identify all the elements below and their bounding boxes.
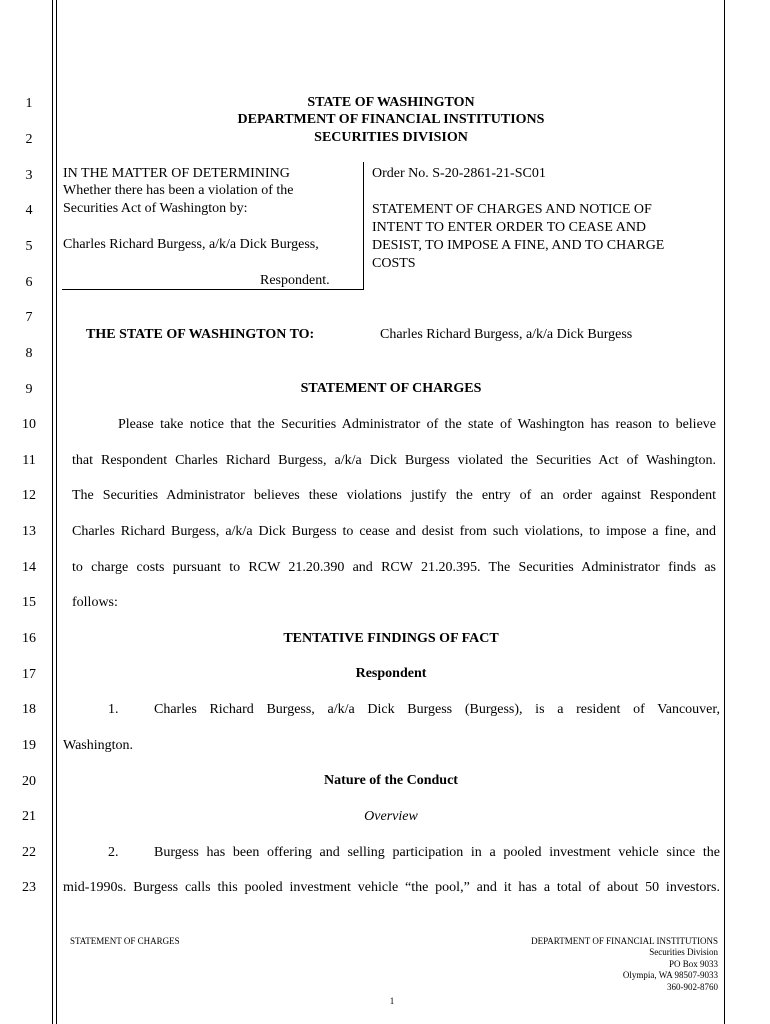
line-number: 10: [22, 417, 36, 432]
line-number: 3: [25, 168, 33, 183]
line-number: 22: [22, 845, 36, 860]
subheading-respondent: Respondent: [355, 666, 427, 681]
addressee-label: THE STATE OF WASHINGTON TO:: [86, 327, 315, 342]
line-number: 1: [25, 96, 33, 111]
finding-number: 1.: [108, 702, 119, 717]
line-number: 9: [25, 382, 33, 397]
paragraph-line: to charge costs pursuant to RCW 21.20.390 and RCW 21.20.395. The Securities Administrator finds as: [72, 560, 716, 575]
line-number: 14: [22, 560, 36, 575]
finding-text: Charles Richard Burgess, a/k/a Dick Burgess (Burgess), is a resident of Vancouver,: [154, 702, 720, 717]
section-heading-statement: STATEMENT OF CHARGES: [300, 381, 482, 396]
line-number: 12: [22, 488, 36, 503]
line-number: 7: [25, 310, 33, 325]
footer-document-name: STATEMENT OF CHARGES: [70, 936, 180, 946]
finding-text: Burgess has been offering and selling participation in a pooled investment vehicle since the: [154, 845, 720, 860]
line-number: 15: [22, 595, 36, 610]
finding-number: 2.: [108, 845, 119, 860]
left-margin-rule-outer: [52, 0, 53, 1024]
paragraph-line: that Respondent Charles Richard Burgess, a/k/a Dick Burgess violated the Securities Act of Washington.: [72, 453, 716, 468]
finding-text: Washington.: [63, 738, 134, 753]
caption-party-name: Charles Richard Burgess, a/k/a Dick Burgess,: [63, 237, 319, 252]
caption-act: Securities Act of Washington by:: [63, 201, 248, 216]
caption-matter: IN THE MATTER OF DETERMINING: [63, 166, 290, 181]
footer-division: Securities Division: [649, 947, 718, 957]
footer-phone: 360-902-8760: [667, 982, 718, 992]
caption-violation: Whether there has been a violation of the: [63, 183, 294, 198]
line-number: 11: [22, 453, 36, 468]
line-number: 20: [22, 774, 36, 789]
paragraph-line: The Securities Administrator believes these violations justify the entry of an order against Respondent: [72, 488, 716, 503]
line-number: 17: [22, 667, 36, 682]
line-number: 6: [25, 275, 33, 290]
section-heading-findings: TENTATIVE FINDINGS OF FACT: [283, 631, 499, 646]
line-number: 21: [22, 809, 36, 824]
document-title-line4: COSTS: [372, 256, 416, 271]
line-number: 4: [25, 203, 33, 218]
finding-text: mid-1990s. Burgess calls this pooled investment vehicle “the pool,” and it has a total of about 50 investors.: [63, 880, 720, 895]
document-title-line2: INTENT TO ENTER ORDER TO CEASE AND: [372, 220, 647, 235]
paragraph-line: Charles Richard Burgess, a/k/a Dick Burgess to cease and desist from such violations, to impose a fine, and: [72, 524, 716, 539]
left-margin-rule-inner: [56, 0, 57, 1024]
caption-divider-horizontal: [62, 289, 364, 290]
line-number: 13: [22, 524, 36, 539]
footer-agency: DEPARTMENT OF FINANCIAL INSTITUTIONS: [531, 936, 718, 946]
line-number: 5: [25, 239, 33, 254]
paragraph-line: Please take notice that the Securities Administrator of the state of Washington has reason to believe: [118, 417, 716, 432]
order-number: Order No. S-20-2861-21-SC01: [372, 166, 546, 181]
subheading-overview: Overview: [364, 809, 418, 824]
caption-divider-vertical: [363, 162, 364, 290]
right-margin-rule: [724, 0, 725, 1024]
heading-state: STATE OF WASHINGTON: [307, 95, 475, 110]
heading-division: SECURITIES DIVISION: [314, 130, 468, 145]
paragraph-line: follows:: [72, 595, 118, 610]
heading-department: DEPARTMENT OF FINANCIAL INSTITUTIONS: [237, 112, 545, 127]
subheading-conduct: Nature of the Conduct: [324, 773, 458, 788]
line-number: 8: [25, 346, 33, 361]
footer-po-box: PO Box 9033: [668, 959, 718, 969]
document-title-line1: STATEMENT OF CHARGES AND NOTICE OF: [372, 202, 652, 217]
line-number: 19: [22, 738, 36, 753]
footer-city: Olympia, WA 98507-9033: [622, 970, 718, 980]
line-number: 18: [22, 702, 36, 717]
line-number: 2: [25, 132, 33, 147]
page-number: 1: [389, 996, 395, 1006]
line-number: 16: [22, 631, 36, 646]
addressee-name: Charles Richard Burgess, a/k/a Dick Burgess: [380, 327, 633, 342]
line-number: 23: [22, 880, 36, 895]
document-title-line3: DESIST, TO IMPOSE A FINE, AND TO CHARGE: [372, 238, 665, 253]
caption-respondent: Respondent.: [260, 273, 330, 288]
